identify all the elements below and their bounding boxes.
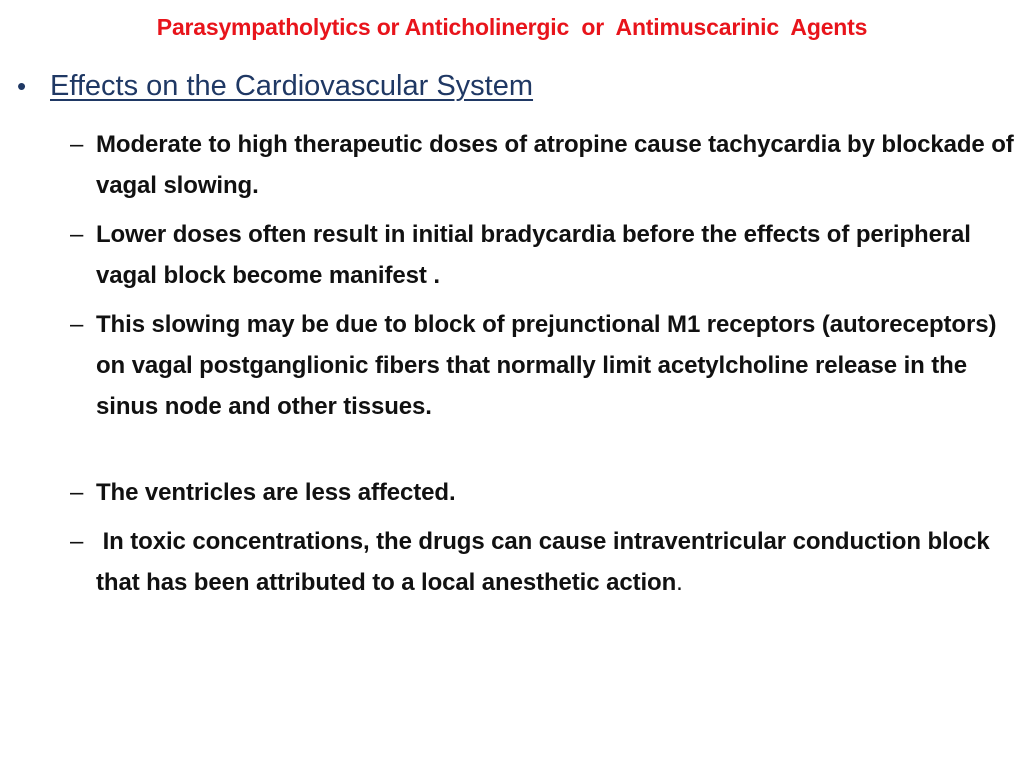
dash-icon: – — [70, 131, 84, 158]
sub-point-body: In toxic concentrations, the drugs can cause intraventricular conduction block that has been attributed to a local anesthetic action — [96, 528, 997, 596]
dash-icon: – — [70, 311, 84, 338]
dash-icon: – — [70, 528, 84, 555]
sub-point — [70, 304, 1016, 427]
main-bullet — [17, 70, 1017, 103]
dash-icon: – — [70, 221, 84, 248]
sub-point-period: . — [676, 569, 683, 596]
sub-point-text: Moderate to high therapeutic doses of atropine cause tachycardia by blockade of vagal slowing. — [96, 131, 1021, 199]
slide-title: Parasympatholytics or Anticholinergic or Antimuscarinic Agents — [156, 14, 868, 40]
sub-point — [70, 472, 1016, 513]
sub-point-text: This slowing may be due to block of prejunctional M1 receptors (autoreceptors) on vagal postganglionic fibers that normally limit acetylcholine release in the sinus node and other tissues. — [96, 311, 1003, 420]
section-heading: Effects on the Cardiovascular System — [50, 70, 534, 102]
sub-point — [70, 124, 1021, 206]
sub-point-text: The ventricles are less affected. — [96, 479, 456, 506]
sub-point — [70, 214, 1016, 296]
sub-point-text: Lower doses often result in initial bradycardia before the effects of peripheral vagal block become manifest . — [96, 221, 978, 289]
dash-icon: – — [70, 479, 84, 506]
sub-point-text — [96, 521, 1016, 603]
sub-point — [70, 521, 1016, 603]
bullet-icon: • — [17, 71, 27, 101]
sub-points-list — [70, 124, 1021, 611]
